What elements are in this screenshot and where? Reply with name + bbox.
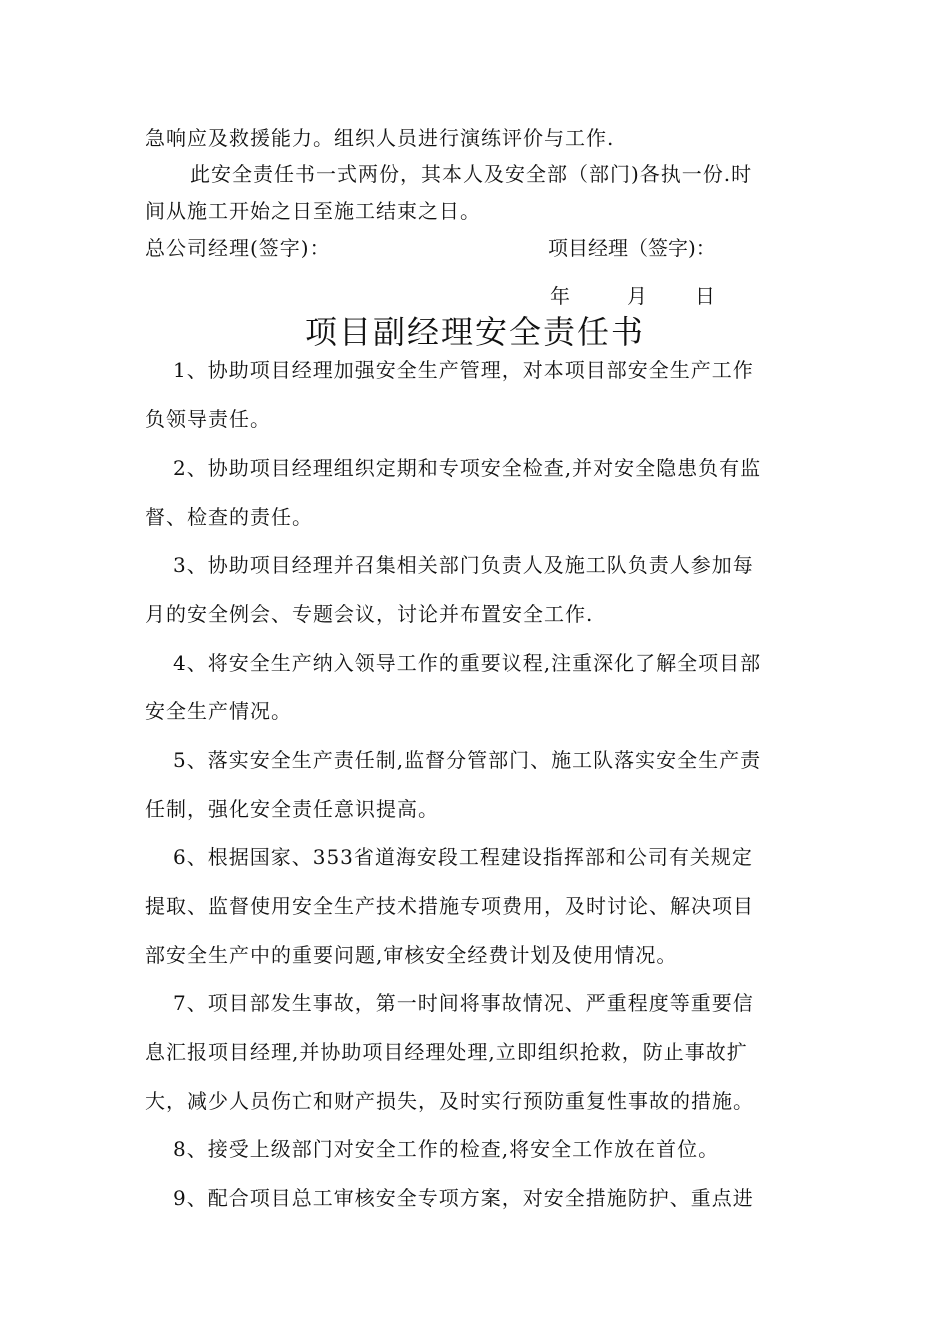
body-line: 4、将安全生产纳入领导工作的重要议程,注重深化了解全项目部 [173,651,762,675]
body-line: 负领导责任。 [145,407,271,431]
body-line: 部安全生产中的重要问题,审核安全经费计划及使用情况。 [145,943,678,967]
body-line: 1、协助项目经理加强安全生产管理，对本项目部安全生产工作 [173,358,754,382]
date-year: 年 [550,284,570,308]
body-line: 6、根据国家、353省道海安段工程建设指挥部和公司有关规定 [173,845,753,869]
date-day: 日 [695,284,715,308]
body-line: 2、协助项目经理组织定期和专项安全检查,并对安全隐患负有监 [173,456,762,480]
body-line: 督、检查的责任。 [145,505,313,529]
body-line: 9、配合项目总工审核安全专项方案，对安全措施防护、重点进 [173,1186,754,1210]
date-month: 月 [627,284,647,308]
body-line: 3、协助项目经理并召集相关部门负责人及施工队负责人参加每 [173,553,754,577]
body-line: 安全生产情况。 [145,699,292,723]
intro-paragraph-line: 间从施工开始之日至施工结束之日。 [145,199,481,223]
signature-right: 项目经理（签字)： [548,236,716,260]
intro-paragraph-line: 此安全责任书一式两份，其本人及安全部（部门)各执一份.时 [190,162,753,186]
body-line: 任制，强化安全责任意识提高。 [145,797,439,821]
body-line: 7、项目部发生事故，第一时间将事故情况、严重程度等重要信 [173,991,754,1015]
body-line: 大，减少人员伤亡和财产损失，及时实行预防重复性事故的措施。 [145,1089,754,1113]
signature-left: 总公司经理(签字)： [145,236,331,260]
body-line: 5、落实安全生产责任制,监督分管部门、施工队落实安全生产责 [173,748,762,772]
body-line: 8、接受上级部门对安全工作的检查,将安全工作放在首位。 [173,1137,720,1161]
body-line: 息汇报项目经理,并协助项目经理处理,立即组织抢救，防止事故扩 [145,1040,748,1064]
intro-line: 急响应及救援能力。组织人员进行演练评价与工作. [145,126,615,150]
document-title: 项目副经理安全责任书 [304,313,645,351]
body-line: 提取、监督使用安全生产技术措施专项费用，及时讨论、解决项目 [145,894,754,918]
body-line: 月的安全例会、专题会议，讨论并布置安全工作. [145,602,594,626]
